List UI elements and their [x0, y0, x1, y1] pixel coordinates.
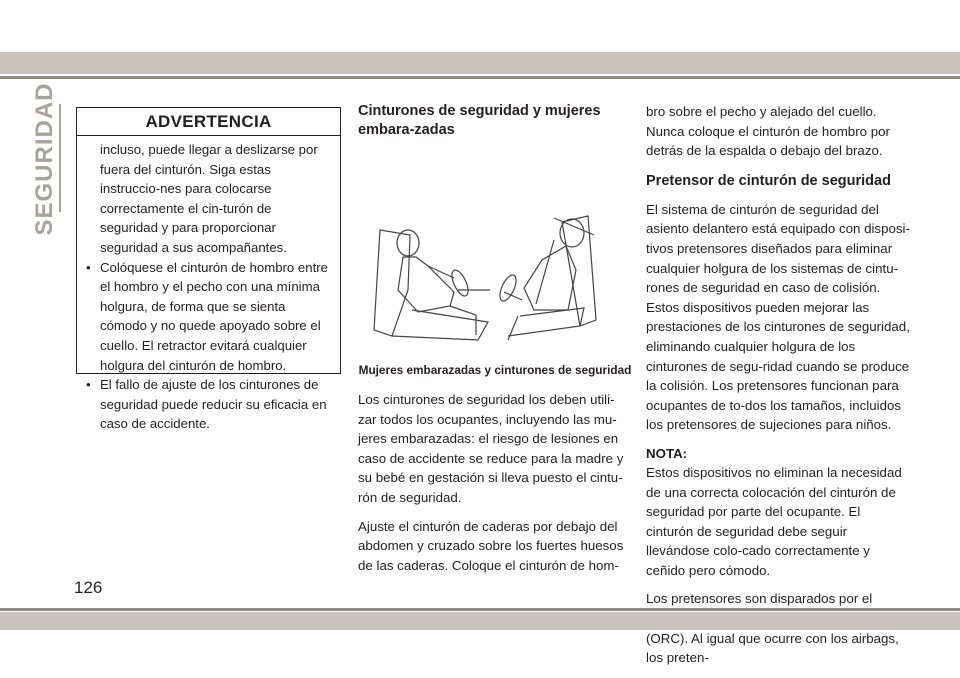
illustration-pregnant-women: [358, 140, 632, 362]
side-tab-rule: [59, 104, 61, 212]
paragraph: bro sobre el pecho y alejado del cuello. Nunca coloque el cinturón de hombro por detrás de la espalda o debajo del brazo.: [646, 104, 890, 159]
section-side-tab: [26, 82, 64, 236]
note-label: NOTA:: [646, 445, 688, 461]
warning-bullet: • El fallo de ajuste de los cinturones de seguridad puede reducir su eficacia en caso de accidente.: [86, 375, 332, 434]
warning-intro: incluso, puede llegar a deslizarse por fuera del cinturón. Siga estas instruccio-nes para colocarse correctamente el cin-turón de seguridad y para proporcionar seguridad a sus acompañantes.: [100, 142, 318, 255]
column-right: [646, 102, 911, 668]
paragraph: Ajuste el cinturón de caderas por debajo del abdomen y cruzado sobre los fuertes huesos de las caderas. Coloque el cinturón de hom-: [358, 518, 624, 573]
warning-title: ADVERTENCIA: [77, 108, 340, 136]
paragraph: El sistema de cinturón de seguridad del asiento delantero está equipado con disposi-tivos pretensores diseñados para eliminar cualquier holgura de los sistemas de cintu-rones de seguridad en caso de colisión. Estos dispositivos pueden mejorar las prestaciones de los cinturones de seguridad, eliminando cualquier holgura de los cinturones de segu-ridad cuando se produce la colisión. Los pretensores funcionan para ocupantes de to-dos los tamaños, incluidos los pretensores de sujeciones para niños.: [646, 201, 910, 433]
header-rule: [0, 76, 960, 79]
image-caption: Mujeres embarazadas y cinturones de seguridad: [358, 363, 632, 377]
section-heading-pregnant: Cinturones de seguridad y mujeres embara-zadas: [358, 103, 601, 138]
page-number: 126: [74, 578, 103, 597]
footer-band: [0, 612, 960, 630]
paragraph: Los pretensores son disparados por el (ORC). Al igual que ocurre con los airbags, los preten-: [646, 591, 899, 666]
section-side-tab-label: SEGURIDAD: [31, 82, 58, 236]
footer-rule: [0, 608, 960, 611]
warning-bullet: • Colóquese el cinturón de hombro entre el hombro y el pecho con una mínima holgura, de forma que se sienta cómodo y no quede apoyado sobre el cuello. El retractor evitará cualquier holgura del cinturón de hombro.: [86, 258, 332, 376]
column-middle: [358, 102, 632, 575]
warning-box: [76, 107, 341, 432]
note-text: Estos dispositivos no eliminan la necesidad de una correcta colocación del cinturón de seguridad por parte del ocupante. El cinturón de seguridad debe seguir llevándose colo-cado correctamente y ceñido pero cómodo.: [646, 464, 902, 578]
section-heading-pretensioner: Pretensor de cinturón de seguridad: [646, 172, 891, 189]
paragraph: Los cinturones de seguridad los deben utili-zar todos los ocupantes, incluyendo las mu-jeres embarazadas: el riesgo de lesiones en caso de accidente se reduce para la madre y su bebé en gestación si lleva puesto el cintu-rón de seguridad.: [358, 392, 624, 505]
header-band: [0, 52, 960, 74]
